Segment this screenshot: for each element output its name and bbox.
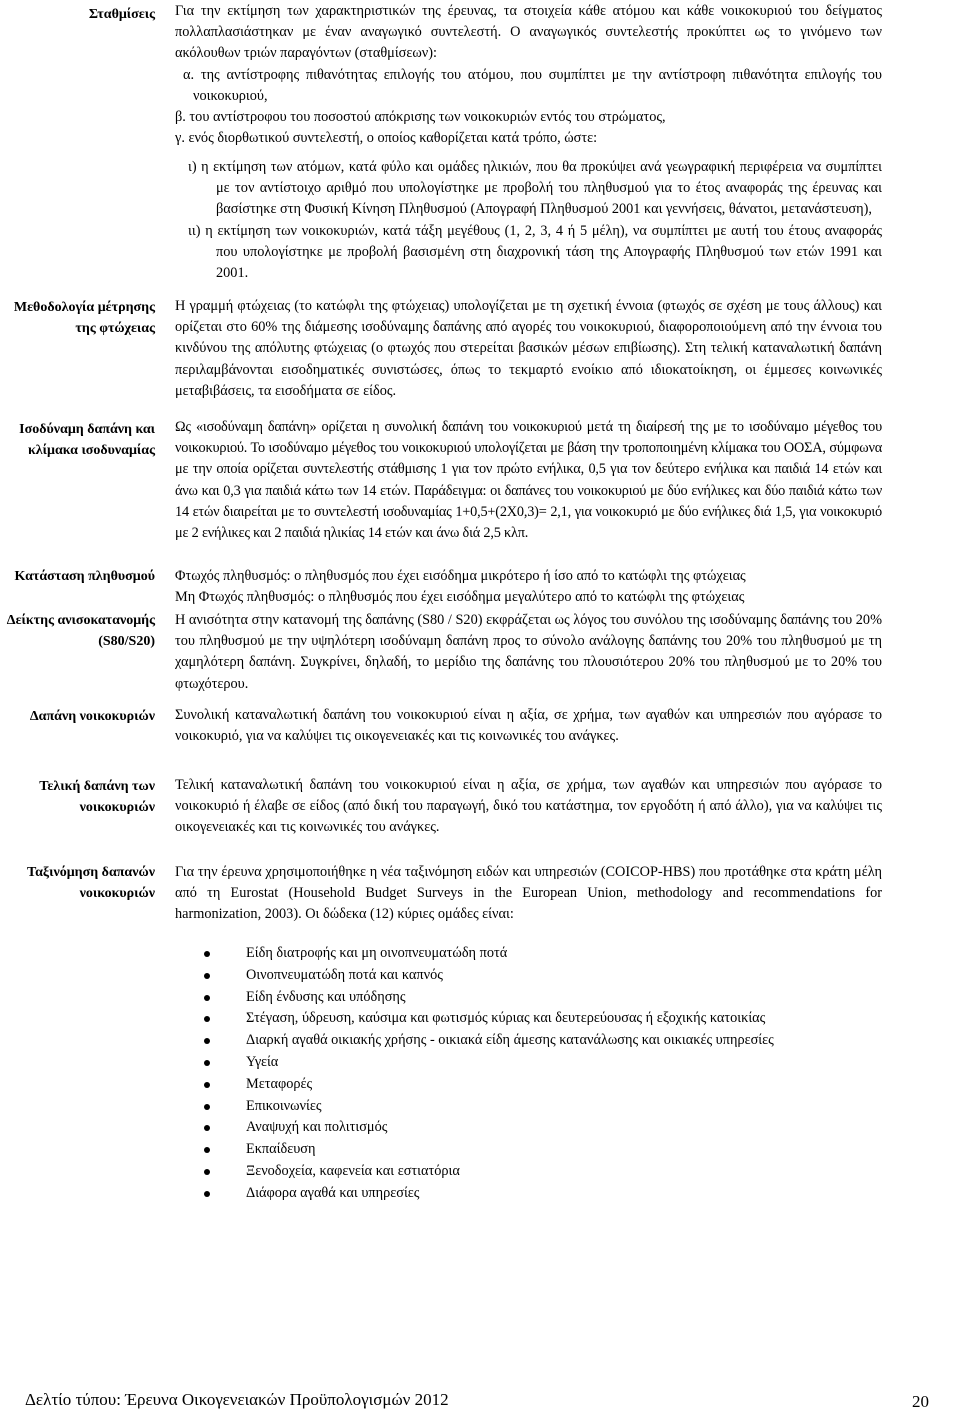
weights-item-c: γ. ενός διορθωτικού συντελεστή, ο οποίος καθορίζεται κατά τρόπο, ώστε: (175, 130, 598, 147)
expenditure-group-item (198, 1096, 888, 1118)
poor-population: Φτωχός πληθυσμός: ο πληθυσμός που έχει εισόδημα μικρότερο ή ίσο από το κατώφλι της φτώχειας (175, 568, 746, 584)
page-number: 20 (912, 1392, 929, 1411)
expenditure-group-item (198, 987, 888, 1009)
expenditure-group-item (198, 1117, 888, 1139)
bullet-icon (204, 973, 210, 979)
label-household-expenditure: Δαπάνη νοικοκυριών (29, 709, 155, 724)
weights-item-a: α. της αντίστροφης πιθανότητας επιλογής του ατόμου, που συμπίπτει με την αντίστροφη πιθανότητα επιλογής του νοικοκυριού, (183, 66, 882, 104)
expenditure-group-label: Ξενοδοχεία, καφενεία και εστιατόρια (246, 1162, 460, 1179)
expenditure-group-label: Διάφορα αγαθά και υπηρεσίες (246, 1184, 420, 1201)
expenditure-group-item (198, 1052, 888, 1074)
bullet-icon (204, 1169, 210, 1175)
expenditure-group-item (198, 1183, 888, 1205)
bullet-icon (204, 1082, 210, 1088)
label-poverty-method: Μεθοδολογία μέτρησης της φτώχειας (13, 300, 155, 336)
label-population-status: Κατάσταση πληθυσμού (14, 569, 155, 584)
expenditure-group-label: Εκπαίδευση (246, 1141, 316, 1158)
expenditure-group-label: Είδη ένδυσης και υπόδησης (246, 988, 406, 1005)
classification-text: Για την έρευνα χρησιμοποιήθηκε η νέα ταξινόμηση ειδών και υπηρεσιών (COICOP-HBS) που προτάθηκε στα κράτη μέλη από τη Eurostat (Household Budget Surveys in the European Union, methodology and recommendations for harmonization, 2003). Οι δώδεκα (12) κύριες ομάδες είναι: (175, 864, 882, 923)
expenditure-group-label: Οινοπνευματώδη ποτά και καπνός (246, 966, 443, 983)
weights-subitems (188, 157, 882, 284)
label-weights: Σταθμίσεις (88, 7, 155, 22)
weights-subitem-ii: ιι) η εκτίμηση των νοικοκυριών, κατά τάξη μεγέθους (1, 2, 3, 4 ή 5 μέλη), να συμπίπτει με αυτή του έτους αναφοράς που υπολογίστηκε με προβολή βασισμένη στη διαχρονική τάση της Απογραφής Πληθυσμού των ετών 1991 και 2001. (188, 222, 882, 282)
label-equivalent-expenditure: Ισοδύναμη δαπάνη και κλίμακα ισοδυναμίας (19, 422, 155, 458)
non-poor-population: Μη Φτωχός πληθυσμός: ο πληθυσμός που έχει εισόδημα μεγαλύτερο από το κατώφλι της φτώχειας (175, 589, 745, 606)
bullet-icon (204, 1125, 210, 1131)
bullet-icon (204, 1060, 210, 1066)
expenditure-group-label: Στέγαση, ύδρευση, καύσιμα και φωτισμός κύριας και δευτερεύουσας ή εξοχικής κατοικίας (246, 1010, 766, 1027)
footer-title: Δελτίο τύπου: Έρευνα Οικογενειακών Προϋπολογισμών 2012 (25, 1390, 449, 1409)
expenditure-group-label: Μεταφορές (246, 1075, 313, 1092)
expenditure-group-item (198, 1030, 888, 1052)
inequality-text: Η ανισότητα στην κατανομή της δαπάνης (S80 / S20) εκφράζεται ως λόγος του συνόλου της ισοδύναμης δαπάνης του 20% του πληθυσμού με την υψηλότερη ισοδύναμη δαπάνη προς το σύνολο ανάλογης δαπάνης του 20% του πληθυσμού με τη χαμηλότερη δαπάνη. Συγκρίνει, δηλαδή, το μερίδιο της δαπάνης του πλουσιότερου 20% του πληθυσμού με το 20% του φτωχότερου. (175, 612, 882, 692)
poverty-method-text: Η γραμμή φτώχειας (το κατώφλι της φτώχειας) υπολογίζεται με τη σχετική έννοια (φτωχός σε σχέση με τους άλλους) και ορίζεται στο 60% της διάμεσης ισοδύναμης δαπάνης από αγορές του νοικοκυριού, διαφοροποιούμενη από την έννοια του κινδύνου της απόλυτης φτώχειας (ο φτωχός που στερείται βασικών μέσων επιβίωσης). Στη τελική καταναλωτική δαπάνη περιλαμβάνονται εισοδηματικές συνιστώσες, όπως το τεκμαρτό ενοίκιο από ιδιοκατοίκηση, οι έμμεσες κοινωνικές μεταβιβάσεις, τα εισοδήματα σε είδος. (175, 298, 882, 399)
bullet-icon (204, 1016, 210, 1022)
bullet-icon (204, 1191, 210, 1197)
bullet-icon (204, 1104, 210, 1110)
bullet-icon (204, 951, 210, 957)
expenditure-group-item (198, 1139, 888, 1161)
weights-intro: Για την εκτίμηση των χαρακτηριστικών της έρευνας, τα στοιχεία κάθε ατόμου και κάθε νοικοκυριού του δείγματος πολλαπλασιάστηκαν με έναν αναγωγικό συντελεστή. Ο αναγωγικός συντελεστής προκύπτει ως το γινόμενο των ακόλουθων τριών παραγόντων (σταθμίσεων): (175, 3, 882, 62)
bullet-icon (204, 1147, 210, 1153)
expenditure-groups-list (198, 943, 888, 1205)
bullet-icon (204, 995, 210, 1001)
expenditure-group-item (198, 1161, 888, 1183)
bullet-icon (204, 1038, 210, 1044)
expenditure-group-item (198, 1074, 888, 1096)
expenditure-group-label: Υγεία (246, 1053, 279, 1070)
weights-subitem-i: ι) η εκτίμηση των ατόμων, κατά φύλο και ομάδες ηλικιών, που θα προκύψει ανά γεωγραφική περιφέρεια να συμπίπτει με τον αντίστοιχο αριθμό που υπολογίστηκε με προβολή του πληθυσμού για το έτος αναφοράς της έρευνας και βασίστηκε στη Φυσική Κίνηση Πληθυσμού (Απογραφή Πληθυσμού 2001 και γεννήσεις, θάνατοι, μετανάστευση), (188, 159, 882, 218)
population-status-text (175, 566, 882, 608)
expenditure-group-label: Διαρκή αγαθά οικιακής χρήσης - οικιακά είδη άμεσης κατανάλωσης και οικιακές υπηρεσίες (246, 1032, 774, 1049)
equivalent-expenditure-text: Ως «ισοδύναμη δαπάνη» ορίζεται η συνολική δαπάνη του νοικοκυριού μετά τη διαίρεσή της με το ισοδύναμο μέγεθος του νοικοκυριού. Το ισοδύναμο μέγεθος του νοικοκυριού υπολογίζεται με βάση την τροποποιημένη κλίμακα του ΟΟΣΑ, σύμφωνα με την οποία ορίζεται συντελεστής στάθμισης 1 για τον πρώτο ενήλικα, 0,5 για τον δεύτερο ενήλικα και παιδιά 14 ετών και άνω και 0,3 για παιδιά κάτω των 14 ετών. Παράδειγμα: οι δαπάνες του νοικοκυριού με δύο ενήλικες και δύο παιδιά κάτω των 14 ετών διαιρείται με το συντελεστή ισοδυναμίας 1+0,5+(2Χ0,3)= 2,1, για νοικοκυριό με δύο ενήλικες διά 1,5, για νοικοκυριό με 2 ενήλικες και 2 παιδιά ηλικίας 14 ετών και άνω διά 2,5 κλπ. (175, 419, 882, 542)
expenditure-group-item (198, 965, 888, 987)
expenditure-group-item (198, 943, 888, 965)
final-expenditure-text: Τελική καταναλωτική δαπάνη του νοικοκυριού είναι η αξία, σε χρήμα, των αγαθών και υπηρεσιών που αγόρασε το νοικοκυριό ή έλαβε σε είδος (από δική του παραγωγή, δικό του κατάστημα, τον εργοδότη ή από άλλο), για να καλύψει τις οικογενειακές και τις κοινωνικές του ανάγκες. (175, 777, 882, 836)
weights-item-b: β. του αντίστροφου του ποσοστού απόκρισης των νοικοκυριών εντός του στρώματος, (175, 109, 666, 126)
label-inequality-index: Δείκτης ανισοκατανομής (S80/S20) (6, 613, 155, 649)
weights-section (175, 1, 882, 149)
expenditure-group-label: Είδη διατροφής και μη οινοπνευματώδη ποτά (246, 945, 508, 961)
expenditure-group-label: Επικοινωνίες (246, 1097, 322, 1114)
expenditure-group-label: Αναψυχή και πολιτισμός (246, 1119, 388, 1136)
household-expenditure-text: Συνολική καταναλωτική δαπάνη του νοικοκυριού είναι η αξία, σε χρήμα, των αγαθών και υπηρεσιών που αγόρασε το νοικοκυριό, για να καλύψει τις οικογενειακές και τις κοινωνικές του ανάγκες. (175, 707, 882, 745)
label-expenditure-classification: Ταξινόμηση δαπανών νοικοκυριών (27, 865, 155, 901)
expenditure-group-item (198, 1008, 888, 1030)
label-final-expenditure: Τελική δαπάνη των νοικοκυριών (39, 779, 155, 815)
